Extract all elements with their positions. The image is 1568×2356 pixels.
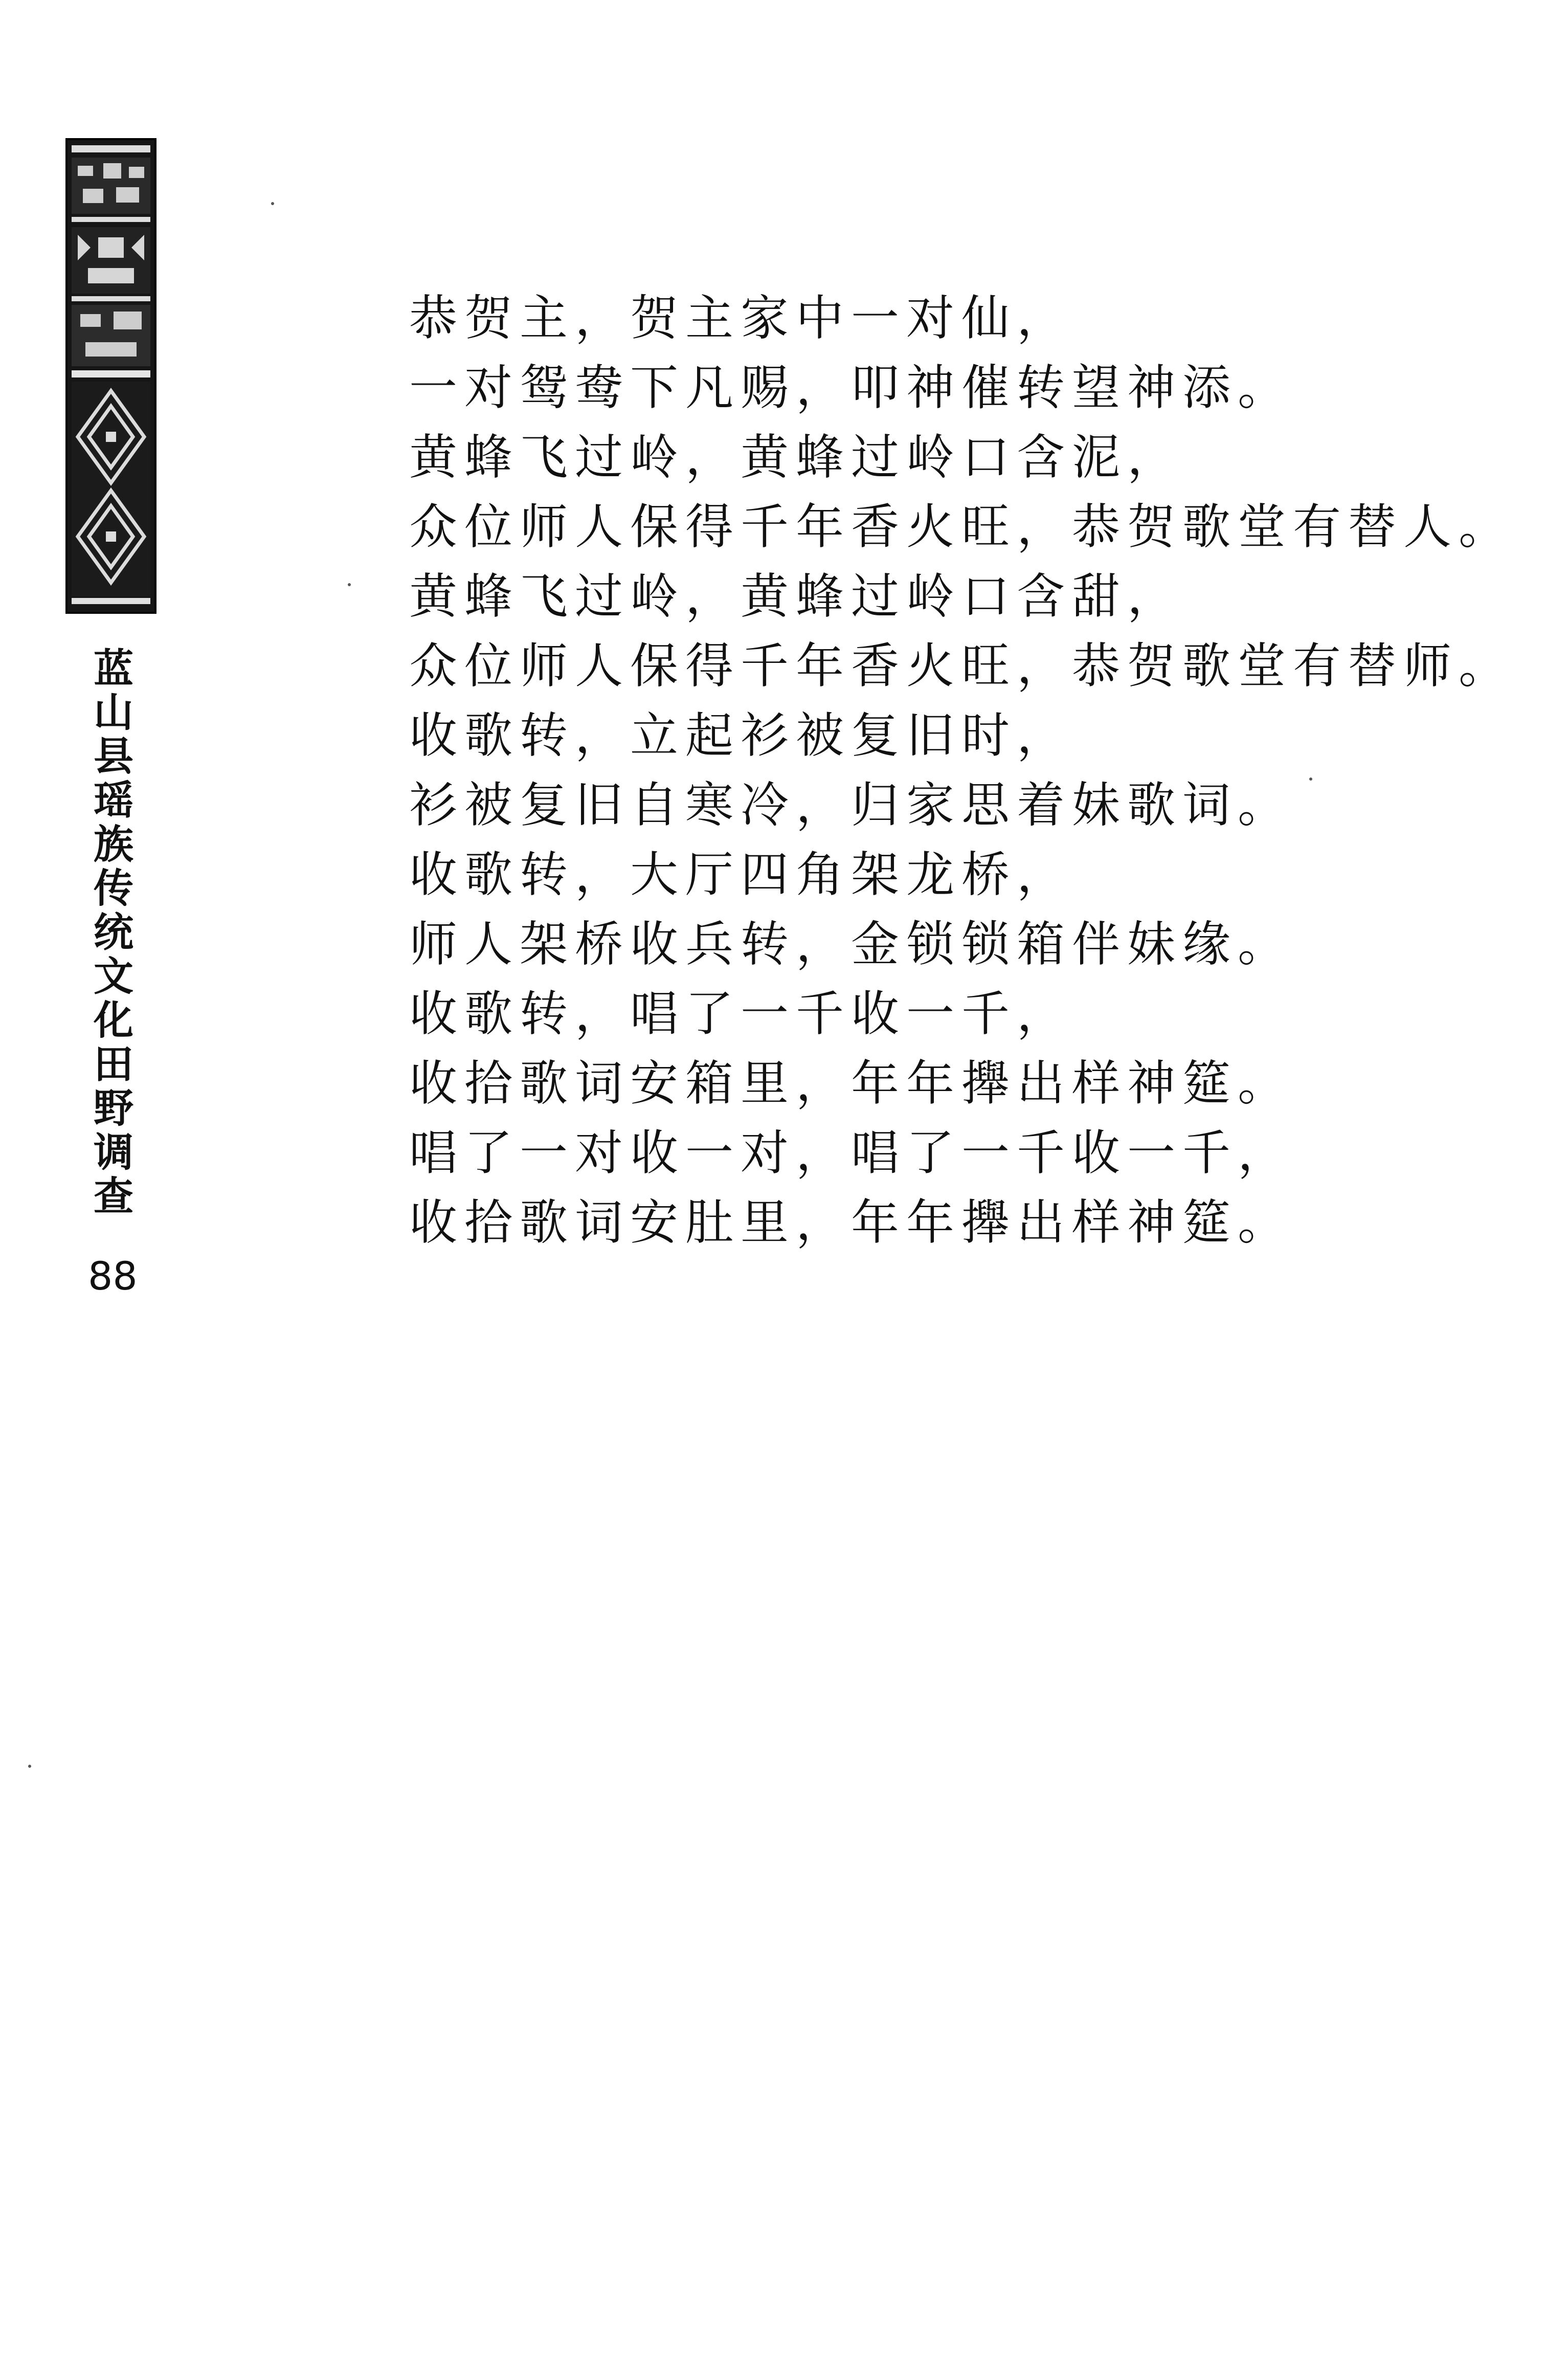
verse-line: 收拾歌词安箱里，年年攑出样神筵。 <box>409 1056 1293 1112</box>
verse-line: 唱了一对收一对，唱了一千收一千， <box>409 1125 1293 1181</box>
verse-line: 师人架桥收兵转，金锁锁箱伴妹缘。 <box>409 917 1293 972</box>
verse-line: 收歌转，大厅四角架龙桥， <box>409 847 1072 903</box>
book-title-vertical: 蓝山县瑶族传统文化田野调查 <box>87 647 133 1219</box>
verse-line: 一对鸳鸯下凡赐，叩神催转望神添。 <box>409 360 1293 416</box>
verse-line: 收歌转，唱了一千收一千， <box>409 986 1072 1042</box>
verse-line: 收歌转，立起衫被复旧时， <box>409 708 1072 764</box>
verse-line: 恭贺主，贺主家中一对仙， <box>409 291 1072 346</box>
verse-line: 黄蜂飞过岭，黄蜂过岭口含泥， <box>409 430 1183 485</box>
verse-block <box>409 284 1514 1258</box>
verse-line: 收拾歌词安肚里，年年攑出样神筵。 <box>409 1195 1293 1251</box>
verse-line: 黄蜂飞过岭，黄蜂过岭口含甜， <box>409 569 1183 625</box>
verse-line: 衫被复旧自寒冷，归家思着妹歌词。 <box>409 777 1293 833</box>
scan-speck <box>28 1765 31 1768</box>
scan-speck <box>271 202 274 205</box>
woven-pattern-icon <box>68 140 154 612</box>
page-number: 88 <box>88 1253 138 1299</box>
scan-speck <box>1309 777 1312 781</box>
verse-line: 众位师人保得千年香火旺，恭贺歌堂有替人。 <box>409 499 1514 555</box>
verse-line: 众位师人保得千年香火旺，恭贺歌堂有替师。 <box>409 638 1514 694</box>
scan-speck <box>348 583 351 586</box>
woven-pattern-ornament <box>65 138 156 614</box>
